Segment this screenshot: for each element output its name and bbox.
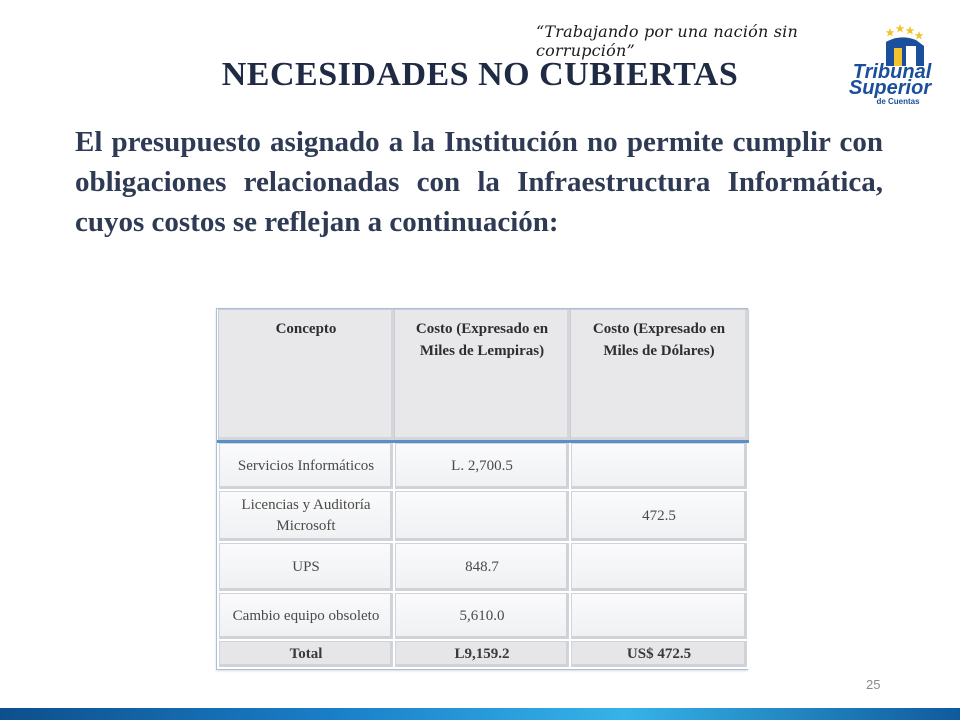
table-header-row (218, 310, 748, 442)
table-row (218, 592, 748, 640)
logo-text-superior: Superior (848, 77, 932, 99)
total-lempiras: L9,159.2 (394, 640, 570, 668)
cell-dolares: 472.5 (570, 490, 748, 542)
footer-bar (0, 708, 960, 720)
cell-concepto: Licencias y Auditoría Microsoft (218, 490, 394, 542)
cell-dolares (570, 442, 748, 491)
header-concepto: Concepto (218, 310, 394, 442)
cell-dolares (570, 592, 748, 640)
table-row (218, 442, 748, 491)
cell-concepto: UPS (218, 542, 394, 592)
total-label: Total (218, 640, 394, 668)
cell-lempiras: 5,610.0 (394, 592, 570, 640)
cost-table (216, 308, 748, 670)
cost-table-grid (217, 309, 749, 669)
logo-star-3 (915, 31, 924, 40)
header-costo-lempiras: Costo (Expresado en Miles de Lempiras) (394, 310, 570, 442)
total-dolares: US$ 472.5 (570, 640, 748, 668)
cell-lempiras: L. 2,700.5 (394, 442, 570, 491)
logo-text-tribunal: Tribunal (852, 61, 932, 83)
cell-lempiras (394, 490, 570, 542)
intro-paragraph: El presupuesto asignado a la Institución no permite cumplir con obligaciones relacionadas con la Infraestructura Informática, cuyos costos se reflejan a continuación: (75, 126, 883, 238)
page-title: NECESIDADES NO CUBIERTAS (221, 56, 739, 93)
logo-text-de-cuentas: de Cuentas (876, 97, 920, 106)
logo-star-2 (906, 26, 915, 35)
page-number: 25 (866, 677, 881, 692)
table-total-row (218, 640, 748, 668)
table-row (218, 542, 748, 592)
header-costo-dolares: Costo (Expresado en Miles de Dólares) (570, 310, 748, 442)
cell-concepto: Servicios Informáticos (218, 442, 394, 491)
cell-lempiras: 848.7 (394, 542, 570, 592)
logo-star-4 (886, 28, 895, 37)
cell-dolares (570, 542, 748, 592)
table-row (218, 490, 748, 542)
logo-star-1 (896, 24, 905, 33)
cell-concepto: Cambio equipo obsoleto (218, 592, 394, 640)
slogan: “Trabajando por una nación sin corrupción” (536, 22, 799, 60)
